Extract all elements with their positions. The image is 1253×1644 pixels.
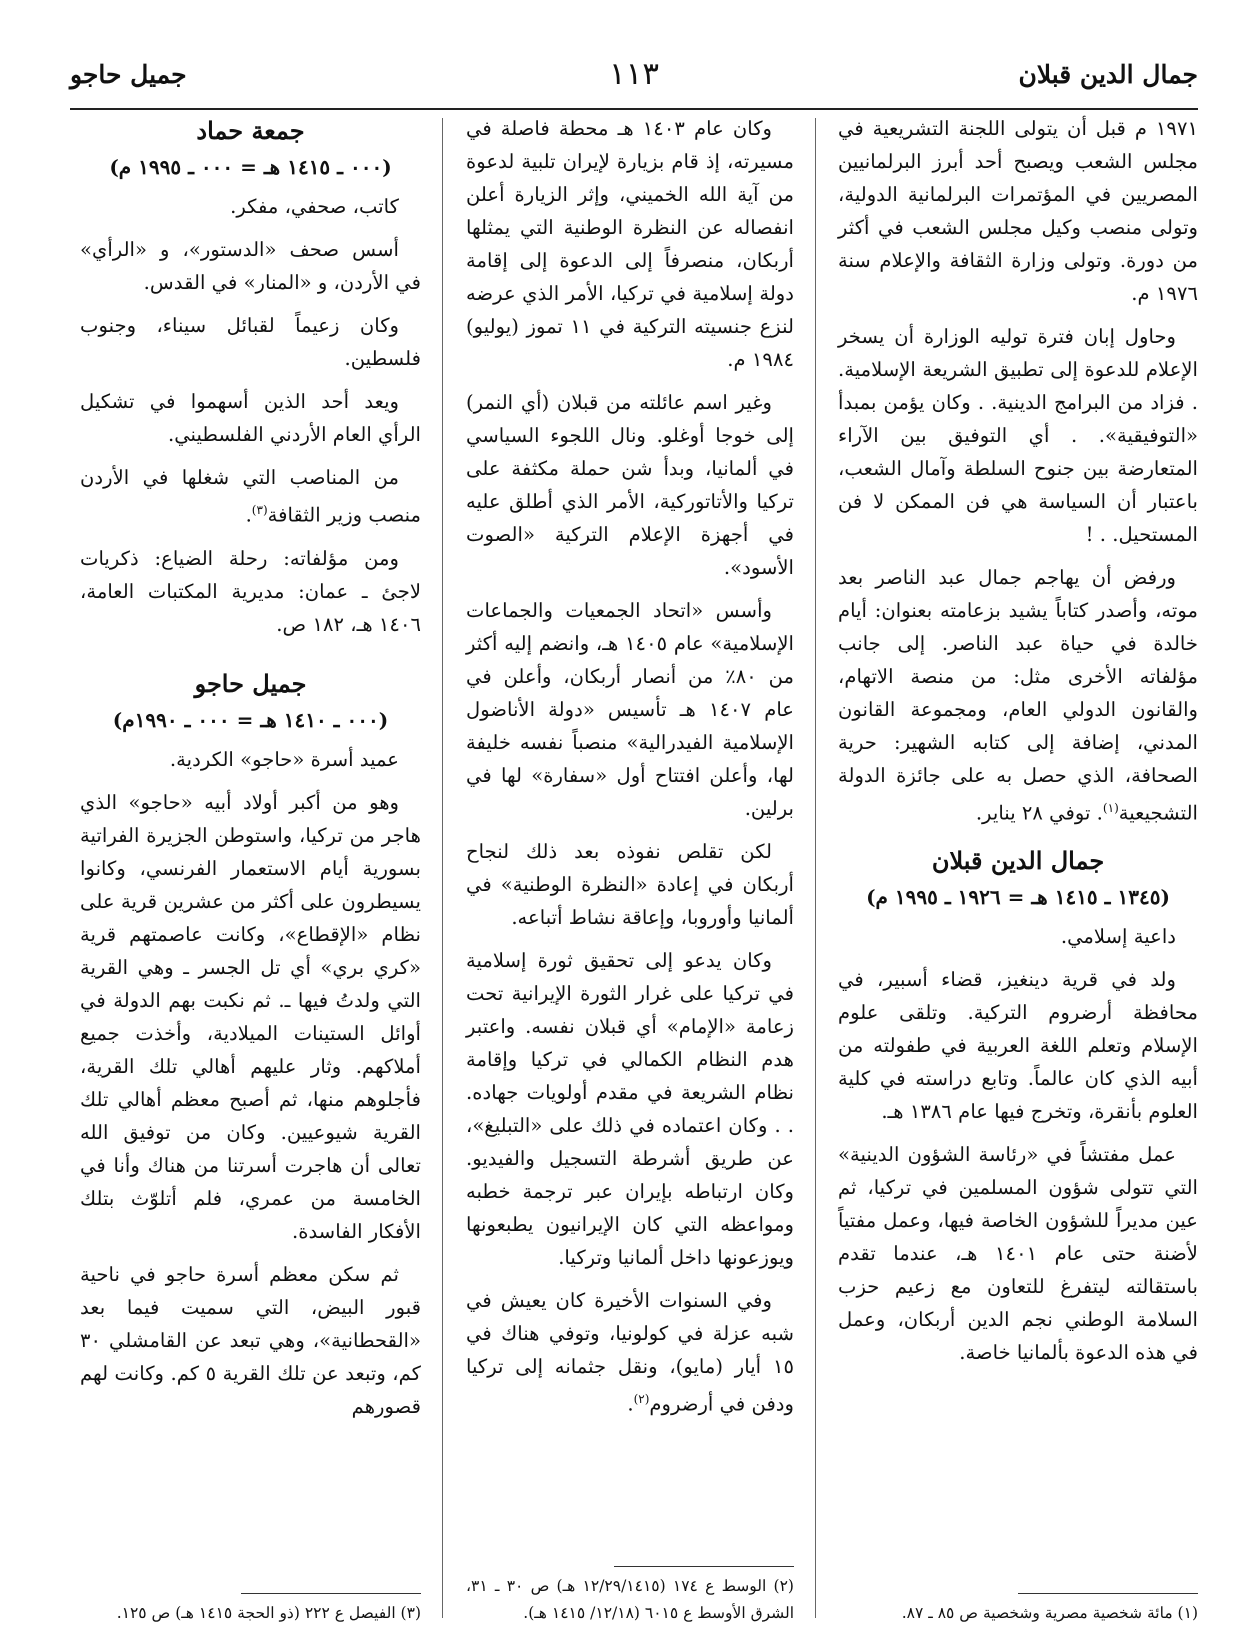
entry-heading: جميل حاجو — [194, 668, 307, 698]
footnote-rule — [1018, 1593, 1198, 1594]
paragraph: وغير اسم عائلته من قبلان (أي النمر) إلى خوجا أوغلو. ونال اللجوء السياسي في ألمانيا، وبدأ شن حملة مكثفة على تركيا والأتاتوركية، الأمر الذي أطلق عليه في أجهزة الإعلام التركية «الصوت الأسود». — [466, 391, 794, 579]
paragraph: ويعد أحد الذين أسهموا في تشكيل الرأي العام الأردني الفلسطيني. — [80, 390, 421, 446]
footnote-rule — [241, 1593, 421, 1594]
entry-heading: جمال الدين قبلان — [931, 845, 1105, 875]
footnote-ref: (١) — [1102, 801, 1119, 815]
paragraph: وكان عام ١٤٠٣ هـ محطة فاصلة في مسيرته، إذ قام بزيارة لإيران تلبية لدعوة من آية الله الخميني، وإثر الزيارة أعلن انفصاله عن النظرة الوطنية التي يمثلها أربكان، منصرفاً إلى الدعوة إلى إقامة دولة إسلامية في تركيا، الأمر الذي عرضه لنزع جنسيته التركية في ١١ تموز (يوليو) ١٩٨٤ م. — [466, 117, 794, 371]
paragraph: عميد أسرة «حاجو» الكردية. — [169, 747, 399, 771]
running-head — [70, 52, 1198, 110]
entry-heading: جمعة حماد — [196, 116, 305, 145]
column-middle — [466, 112, 794, 1627]
footnotes — [466, 1566, 794, 1627]
paragraph: عمل مفتشاً في «رئاسة الشؤون الدينية» التي تتولى شؤون المسلمين في تركيا، ثم عين مديراً للشؤون الخاصة فيها، وعمل مفتياً لأضنة حتى عام ١٤٠١ هـ، عندما تقدم باستقالته ليتفرغ للتعاون مع زعيم حزب السلامة الوطني نجم الدين أربكان، وعمل في هذه الدعوة بألمانيا خاصة. — [838, 1142, 1198, 1364]
column-divider-left — [442, 118, 443, 1618]
paragraph: وفي السنوات الأخيرة كان يعيش في شبه عزلة في كولونيا، وتوفي هناك في ١٥ أيار (مايو)، ونقل جثمانه إلى تركيا ودفن في أرضروم$^{(٢)}$. — [466, 1289, 794, 1416]
column-left — [80, 112, 421, 1627]
paragraph: وهو من أكبر أولاد أبيه «حاجو» الذي هاجر من تركيا، واستوطن الجزيرة الفراتية بسورية أيام الاستعمار الفرنسي، وكانوا يسيطرون على أكثر من عشرين قرية على نظام «الإقطاع»، وكانت عاصمتهم قرية «كري بري» أي تل الجسر ـ وهي القرية التي ولدتُ فيها ـ. ثم نكبت بهم الدولة في أوائل الستينات الميلادية، وأخذت جميع أملاكهم. وثار عليهم أهالي تلك القرية، فأجلوهم منها، ثم أصبح معظم أهالي تلك القرية شيوعيين. وكان من توفيق الله تعالى أن هاجرت أسرتنا من هناك وأنا في الخامسة من عمري، فلم أتلوّث بتلك الأفكار الفاسدة. — [80, 790, 421, 1243]
paragraph: وكان زعيماً لقبائل سيناء، وجنوب فلسطين. — [80, 314, 421, 370]
paragraph: وأسس «اتحاد الجمعيات والجماعات الإسلامية» عام ١٤٠٥ هـ، وانضم إليه أكثر من ٨٠٪ من أنصار أربكان، وأعلن في عام ١٤٠٧ هـ تأسيس «دولة الأناضول الإسلامية الفيدرالية» منصباً نفسه خليفة لها، وأعلن افتتاح أول «سفارة» لها في برلين. — [466, 599, 794, 820]
paragraph: ولد في قرية دينغيز، قضاء أسبير، في محافظة أرضروم التركية. وتلقى علوم الإسلام وتعلم اللغة العربية في طفولته من أبيه الذي كان عالماً. وتابع دراسته في كلية العلوم بأنقرة، وتخرج فيها عام ١٣٨٦ هـ. — [838, 967, 1198, 1123]
paragraph: لكن تقلص نفوذه بعد ذلك لنجاح أربكان في إعادة «النظرة الوطنية» في ألمانيا وأوروبا، وإعاقة نشاط أتباعه. — [466, 840, 794, 929]
paragraph: ومن مؤلفاته: رحلة الضياع: ذكريات لاجئ ـ عمان: مديرية المكتبات العامة، ١٤٠٦ هـ، ١٨٢ ص. — [80, 546, 421, 636]
footnotes — [838, 1593, 1198, 1627]
column-right — [838, 112, 1198, 1627]
entry-dates: (٠٠٠ ـ ١٤١٥ هـ = ٠٠٠ ـ ١٩٩٥ م) — [109, 155, 392, 179]
paragraph: ورفض أن يهاجم جمال عبد الناصر بعد موته، وأصدر كتاباً يشيد بزعامته بعنوان: أيام خالدة في حياة عبد الناصر. إلى جانب مؤلفاته الأخرى مثل: من منصة الاتهام، والقانون الدولي العام، ومجموعة القانون المدني، إضافة إلى كتابه الشهير: حرية الصحافة، الذي حصل به على جائزة الدولة التشجيعية$^{(١)}$. توفي ٢٨ يناير. — [838, 566, 1198, 825]
footnote: (١) مائة شخصية مصرية وشخصية ص ٨٥ ـ ٨٧. — [901, 1604, 1198, 1622]
entry-dates: (٠٠٠ ـ ١٤١٠ هـ = ٠٠٠ ـ ١٩٩٠م) — [112, 707, 389, 732]
paragraph: من المناصب التي شغلها في الأردن منصب وزير الثقافة$^{(٣)}$. — [80, 466, 421, 527]
footnote-rule — [614, 1566, 794, 1567]
paragraph: وكان يدعو إلى تحقيق ثورة إسلامية في تركيا على غرار الثورة الإيرانية تحت زعامة «الإمام» أي قبلان نفسه. واعتبر هدم النظام الكمالي في تركيا وإقامة نظام الشريعة في مقدم أولويات جهاده. . . وكان اعتماده في ذلك على «التبليغ»، عن طريق أشرطة التسجيل والفيديو. وكان ارتباطه بإيران عبر ترجمة خطبه ومواعظه التي كان الإيرانيون يطبعونها ويوزعونها داخل ألمانيا وتركيا. — [466, 949, 794, 1269]
footnote-ref: (٢) — [633, 1392, 650, 1406]
paragraph: داعية إسلامي. — [1060, 924, 1176, 948]
paragraph: وحاول إبان فترة توليه الوزارة أن يسخر الإعلام للدعوة إلى تطبيق الشريعة الإسلامية. . فزاد من البرامج الدينية. . وكان يؤمن بمبدأ «التوفيقية». . أي التوفيق بين الآراء المتعارضة بين جنوح السلطة وآمال الشعب، باعتبار أن السياسة هي فن الممكن لا فن المستحيل. . ! — [838, 325, 1198, 546]
paragraph: كاتب، صحفي، مفكر. — [230, 195, 399, 218]
footnotes — [80, 1593, 421, 1627]
running-head-right-title: جمال الدين قبلان — [1018, 60, 1198, 89]
running-head-left-title: جميل حاجو — [70, 60, 187, 89]
paragraph: أسس صحف «الدستور»، و «الرأي» في الأردن، و «المنار» في القدس. — [80, 238, 421, 294]
entry-dates: (١٣٤٥ ـ ١٤١٥ هـ = ١٩٢٦ ـ ١٩٩٥ م) — [866, 884, 1170, 909]
column-divider-right — [815, 118, 816, 1618]
paragraph: ثم سكن معظم أسرة حاجو في ناحية قبور البيض، التي سميت فيما بعد «القحطانية»، وهي تبعد عن القامشلي ٣٠ كم، وتبعد عن تلك القرية ٥ كم. وكانت لهم قصورهم — [80, 1262, 421, 1418]
footnote: (٢) الوسط ع ١٧٤ (١٢/٢٩/١٤١٥ هـ) ص ٣٠ ـ ٣١، الشرق الأوسط ع ٦٠١٥ (١٢/١٨/ ١٤١٥ هـ). — [466, 1577, 794, 1622]
footnote: (٣) الفيصل ع ٢٢٢ (ذو الحجة ١٤١٥ هـ) ص ١٢٥. — [116, 1604, 421, 1622]
footnote-ref: (٣) — [251, 503, 268, 517]
page-number: ١١٣ — [609, 56, 659, 92]
paragraph: ١٩٧١ م قبل أن يتولى اللجنة التشريعية في مجلس الشعب ويصبح أحد أبرز البرلمانيين المصريين في المؤتمرات البرلمانية الدولية، وتولى منصب وكيل مجلس الشعب في أكثر من دورة. وتولى وزارة الثقافة والإعلام سنة ١٩٧٦ م. — [838, 117, 1198, 305]
